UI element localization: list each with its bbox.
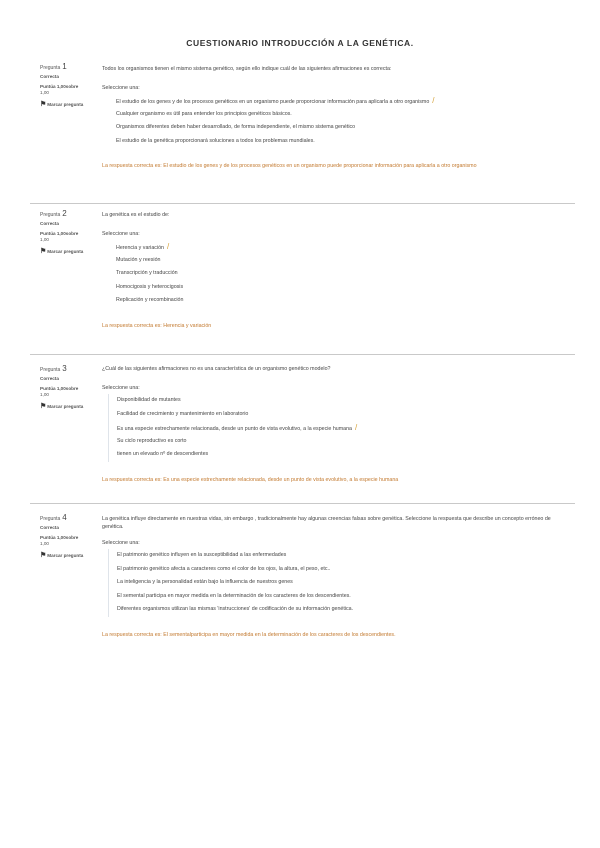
question-max-grade: 1,00 — [40, 90, 49, 96]
select-prompt: Seleccione una: — [102, 540, 140, 547]
flag-question-link[interactable]: ⚑Marcar pregunta — [40, 552, 84, 560]
question-max-grade: 1,00 — [40, 392, 49, 398]
flag-question-link[interactable]: ⚑Marcar pregunta — [40, 403, 84, 411]
question-max-grade: 1,00 — [40, 541, 49, 547]
question-text: La genética es el estudio de: — [102, 212, 170, 218]
answer-option[interactable]: La inteligencia y la personalidad están bajo la influencia de nuestros genes — [117, 579, 293, 586]
answer-option[interactable]: Herencia y variación / — [116, 242, 170, 252]
answer-option[interactable]: Es una especie estrechamente relacionada, desde un punto de vista evolutivo, a la especie humana / — [117, 423, 358, 433]
answer-option[interactable]: El estudio de la genética proporcionará soluciones a todos los problemas mundiales. — [116, 137, 315, 144]
answer-option[interactable]: Homocigosis y heterocigosis — [116, 283, 184, 290]
check-icon: / — [167, 242, 170, 252]
question-state: Correcta — [40, 525, 59, 531]
answer-option[interactable]: Replicación y recombinación — [116, 297, 184, 304]
question-body — [102, 211, 572, 330]
answer-option[interactable]: El semental participa en mayor medida en la determinación de los caracteres de los descendientes. — [117, 592, 351, 599]
select-prompt: Seleccione una: — [102, 85, 140, 92]
answer-options — [108, 549, 572, 617]
question-max-grade: 1,00 — [40, 237, 49, 243]
question-info — [40, 513, 100, 560]
question-number: Pregunta 4 — [40, 513, 67, 522]
answer-option[interactable]: El patrimonio genético influyen en la susceptibilidad a las enfermedades — [117, 552, 287, 559]
question-info — [40, 364, 100, 411]
check-icon: / — [432, 96, 435, 106]
question-grade: Puntúa 1,00sobre — [40, 84, 79, 90]
answer-option[interactable]: El estudio de los genes y de los procesos genéticos en un organismo puede proporcionar información para aplicarla a otro organismo / — [116, 96, 435, 106]
flag-icon[interactable]: ⚑ — [40, 403, 47, 411]
question-grade: Puntúa 1,00sobre — [40, 535, 79, 541]
question-state: Correcta — [40, 74, 59, 80]
divider — [30, 503, 575, 504]
answer-option[interactable]: Diferentes organismos utilizan las mismas 'instrucciones' de codificación de su información genética. — [117, 606, 354, 613]
answer-options — [108, 394, 572, 462]
select-prompt: Seleccione una: — [102, 385, 140, 392]
answer-options — [108, 240, 572, 308]
answer-option[interactable]: Mutación y reesión — [116, 256, 161, 263]
answer-option[interactable]: Facilidad de crecimiento y mantenimiento en laboratorio — [117, 410, 249, 417]
question-state: Correcta — [40, 376, 59, 382]
question-state: Correcta — [40, 221, 59, 227]
question-text: La genética influye directamente en nuestras vidas, sin embargo , tradicionalmente hay algunas creencias falsas sobre genética. Seleccione la respuesta que describe un concepto erróneo de genética. — [102, 516, 551, 531]
select-prompt: Seleccione una: — [102, 231, 140, 238]
correct-answer: La respuesta correcta es: Es una especie estrechamente relacionada, desde un punto de vista evolutivo, a la especie humana — [102, 476, 399, 483]
question-grade: Puntúa 1,00sobre — [40, 386, 79, 392]
answer-option[interactable]: Disponibilidad de mutantes — [117, 397, 181, 404]
answer-option[interactable]: Su ciclo reproductivo es corto — [117, 437, 187, 444]
answer-option[interactable]: El patrimonio genético afecta a caracteres como el color de los ojos, la altura, el peso, etc.. — [117, 565, 331, 572]
question-info — [40, 62, 100, 109]
question-number: Pregunta 3 — [40, 364, 67, 373]
answer-option[interactable]: Transcripción y traducción — [116, 270, 178, 277]
flag-question-link[interactable]: ⚑Marcar pregunta — [40, 101, 84, 109]
answer-option[interactable]: tienen un elevado nº de descendientes — [117, 451, 209, 458]
question-number: Pregunta 2 — [40, 209, 67, 218]
check-icon: / — [354, 423, 358, 433]
flag-question-link[interactable]: ⚑Marcar pregunta — [40, 248, 84, 256]
correct-answer: La respuesta correcta es: El sementalparticipa en mayor medida en la determinación de los caracteres de los descendientes. — [102, 631, 396, 638]
question-number: Pregunta 1 — [40, 62, 67, 71]
flag-icon[interactable]: ⚑ — [40, 248, 47, 256]
divider — [30, 203, 575, 204]
divider — [30, 354, 575, 355]
question-info — [40, 209, 100, 256]
question-text: ¿Cuál de las siguientes afirmaciones no es una característica de un organismo genético modelo? — [102, 366, 331, 372]
question-body — [102, 365, 572, 484]
answer-options — [108, 94, 572, 148]
question-text: Todos los organismos tienen el mismo sistema genético, según ello indique cuál de las siguientes afirmaciones es correcta: — [102, 66, 392, 72]
correct-answer: La respuesta correcta es: El estudio de los genes y de los procesos genéticos en un organismo puede proporcionar información para aplicarla a otro organismo — [102, 163, 477, 170]
page-title: CUESTIONARIO INTRODUCCIÓN A LA GENÉTICA. — [186, 38, 414, 48]
answer-option[interactable]: Organismos diferentes deben haber desarrollado, de forma independiente, el mismo sistema genético — [116, 124, 356, 131]
flag-icon[interactable]: ⚑ — [40, 101, 47, 109]
question-body — [102, 515, 572, 639]
question-grade: Puntúa 1,00sobre — [40, 231, 79, 237]
correct-answer: La respuesta correcta es: Herencia y variación — [102, 322, 212, 329]
flag-icon[interactable]: ⚑ — [40, 552, 47, 560]
answer-option[interactable]: Cualquier organismo es útil para entender los principios genéticos básicos. — [116, 110, 292, 117]
question-body — [102, 65, 572, 170]
